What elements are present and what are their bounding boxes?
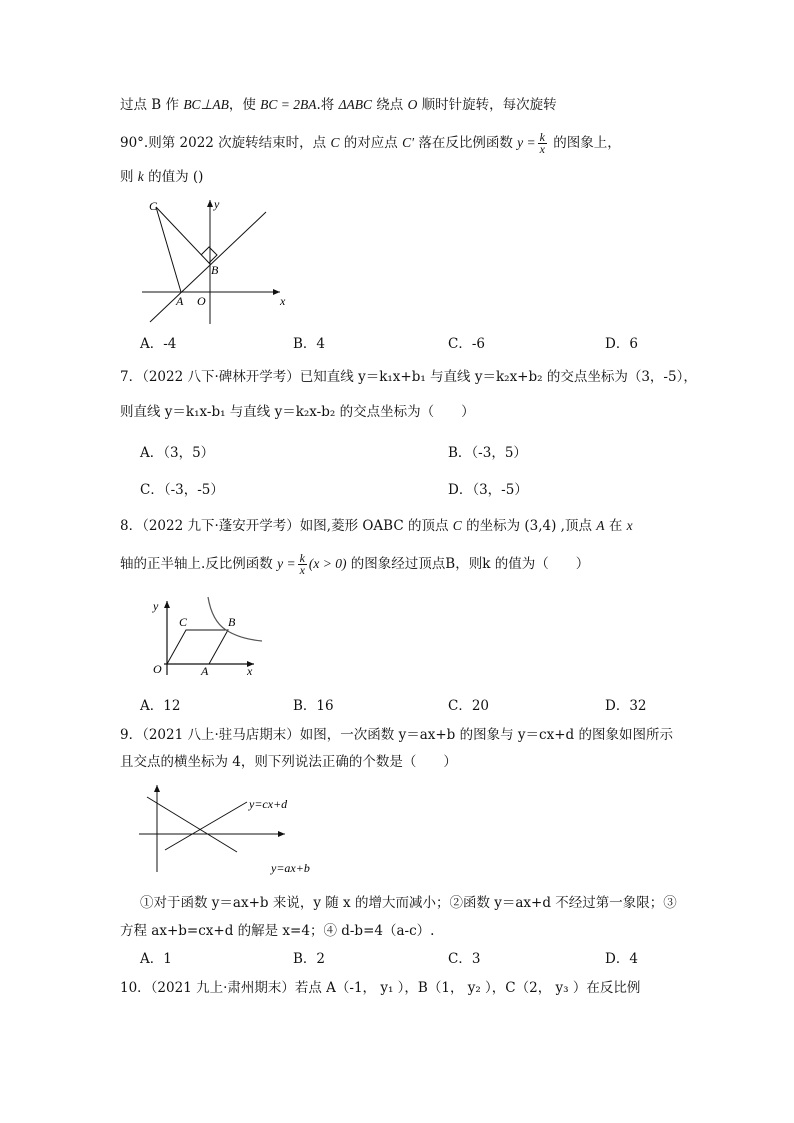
label-x: x [247, 664, 253, 678]
q9-statement-1: ①对于函数 y＝ax+b 来说，y 随 x 的增大而减小；②函数 y＝ax+d 不经过第一象限；③ [140, 895, 677, 911]
label-c: C [179, 615, 188, 629]
line-ax-b [147, 797, 237, 852]
q9-option-d[interactable]: D．4 [605, 951, 638, 967]
q8-option-c[interactable]: C．20 [448, 698, 490, 714]
label-b: B [228, 615, 236, 629]
q7-line-2: 则直线 y＝k₁x-b₁ 与直线 y＝k₂x-b₂ 的交点坐标为（ ） [120, 404, 475, 420]
q10-line-1: 10．（2021 九上·肃州期末）若点 A（-1， y₁ ），B（1， y₂ ），C（2， y₃ ）在反比例 [120, 980, 641, 996]
q7-line-1: 7．（2022 八下·碑林开学考）已知直线 y＝k₁x+b₁ 与直线 y＝k₂x+b₂ 的交点坐标为（3，-5）， [120, 369, 697, 385]
q6-line-1: 过点 B 作 BC⊥AB，使 BC = 2BA.将 ΔABC 绕点 O 顺时针旋转，每次旋转 [120, 97, 557, 113]
q6-option-d[interactable]: D．6 [605, 336, 638, 352]
q6-option-b[interactable]: B．4 [293, 336, 326, 352]
q8-line-2: 轴的正半轴上.反比例函数 y = $\frac{k}{x}$ (x > 0) 的图象经过顶点B，则k 的值为（ ） [120, 551, 590, 577]
q6-line-2: 90°.则第 2022 次旋转结束时，点 C 的对应点 C′ 落在反比例函数 y = $\frac{k}{x}$ 的图象上， [120, 130, 621, 156]
q7-option-a[interactable]: A．（3，5） [140, 445, 215, 461]
q9-line-1: 9．（2021 八上·驻马店期末）如图，一次函数 y＝ax+b 的图象与 y＝cx+d 的图象如图所示 [120, 727, 673, 743]
y-axis-arrow [164, 601, 170, 608]
q9-figure [135, 782, 345, 882]
q8-line-1: 8．（2022 九下·蓬安开学考）如图,菱形 OABC 的顶点 C 的坐标为 (3,4) ,顶点 A 在 x [120, 518, 633, 534]
q8-k-over-x-fraction: $\frac{k}{x}$ [299, 551, 305, 577]
label-o: O [197, 294, 206, 308]
y-axis-arrow [154, 785, 160, 792]
q9-statement-2: 方程 ax+b=cx+d 的解是 x=4；④ d-b=4（a-c）. [120, 923, 435, 939]
q9-line-2: 且交点的横坐标为 4，则下列说法正确的个数是（ ） [120, 754, 457, 770]
k-over-x-fraction: $\frac{k}{x}$ [539, 130, 545, 156]
label-b: B [211, 263, 219, 277]
label-a: A [176, 294, 184, 308]
line-cx-d [165, 802, 247, 850]
q8-figure [150, 593, 270, 683]
q9-option-b[interactable]: B．2 [293, 951, 326, 967]
q6-line-3: 则 k 的值为 () [120, 169, 204, 185]
x-axis-arrow [278, 831, 285, 837]
q8-option-d[interactable]: D．32 [605, 698, 647, 714]
label-c: C [149, 199, 158, 213]
label-ax-b: y=ax+b [271, 861, 310, 875]
q8-option-a[interactable]: A．12 [140, 698, 181, 714]
q9-option-a[interactable]: A．1 [140, 951, 172, 967]
q6-option-a[interactable]: A．-4 [140, 336, 177, 352]
label-o: O [153, 662, 162, 676]
y-axis-arrow [207, 200, 213, 207]
q7-option-b[interactable]: B．（-3，5） [448, 445, 527, 461]
q8-option-b[interactable]: B．16 [293, 698, 334, 714]
q7-option-d[interactable]: D．（3，-5） [448, 482, 528, 498]
label-y: y [214, 197, 220, 211]
x-axis-arrow [273, 289, 280, 295]
q7-option-c[interactable]: C．（-3，-5） [140, 482, 224, 498]
label-y: y [153, 599, 159, 613]
q6-figure [140, 192, 300, 327]
line-ab [150, 212, 266, 322]
label-x: x [280, 294, 286, 308]
label-cx-d: y=cx+d [249, 797, 288, 811]
q6-option-c[interactable]: C．-6 [448, 336, 485, 352]
label-a: A [201, 664, 209, 678]
q9-option-c[interactable]: C．3 [448, 951, 481, 967]
rhombus-oabc [167, 630, 228, 664]
